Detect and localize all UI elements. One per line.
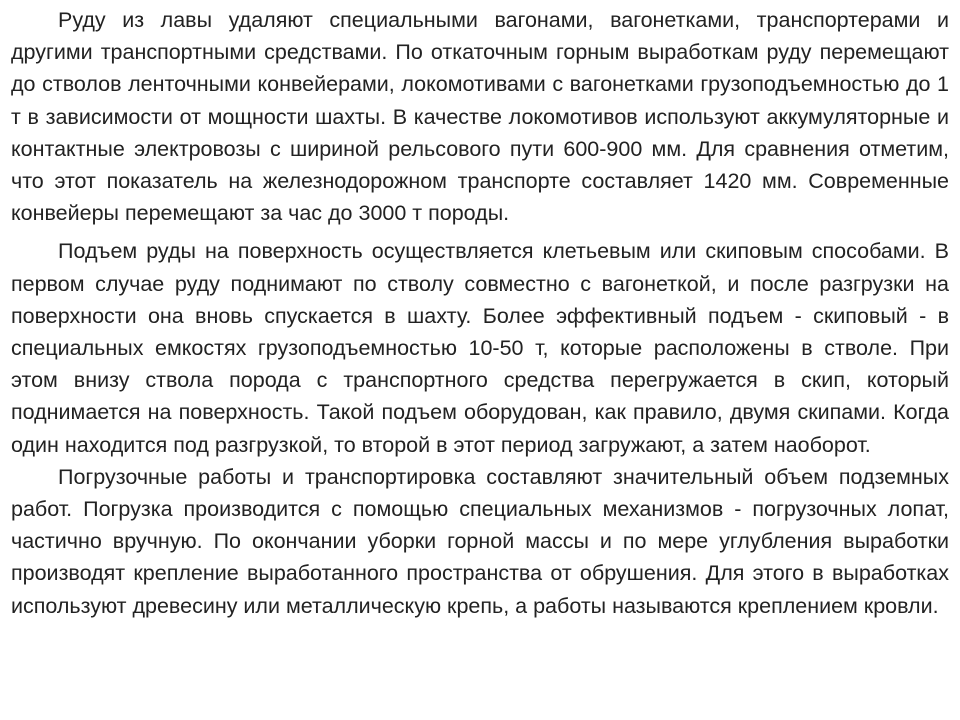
paragraph-ore-removal: Руду из лавы удаляют специальными вагонами, вагонетками, транспортерами и другими транспортными средствами. По откаточным горным выработкам руду перемещают до стволов ленточными конвейерами, локомотивами с вагонетками грузоподъемностью до 1 т в зависимости от мощности шахты. В качестве локомотивов используют аккумуляторные и контактные электровозы с шириной рельсового пути 600-900 мм. Для сравнения отметим, что этот показатель на железнодорожном транспорте составляет 1420 мм. Современные конвейеры перемещают за час до 3000 т породы. [11, 8, 949, 226]
paragraph-loading-support: Погрузочные работы и транспортировка составляют значительный объем подземных работ. Погрузка производится с помощью специальных механизмов - погрузочных лопат, частично вручную. По окончании уборки горной массы и по мере углубления выработки производят крепление выработанного пространства от обрушения. Для этого в выработках используют древесину или металлическую крепь, а работы называются креплением кровли. [11, 464, 949, 618]
paragraph-ore-hoisting: Подъем руды на поверхность осуществляется клетьевым или скиповым способами. В первом случае руду поднимают по стволу совместно с вагонеткой, и после разгрузки на поверхности она вновь спускается в шахту. Более эффективный подъем - скиповый - в специальных емкостях грузоподъемностью 10-50 т, которые расположены в стволе. При этом внизу ствола порода с транспортного средства перегружается в скип, который поднимается на поверхность. Такой подъем оборудован, как правило, двумя скипами. Когда один находится под разгрузкой, то второй в этот период загружают, а затем наоборот. [11, 239, 949, 457]
